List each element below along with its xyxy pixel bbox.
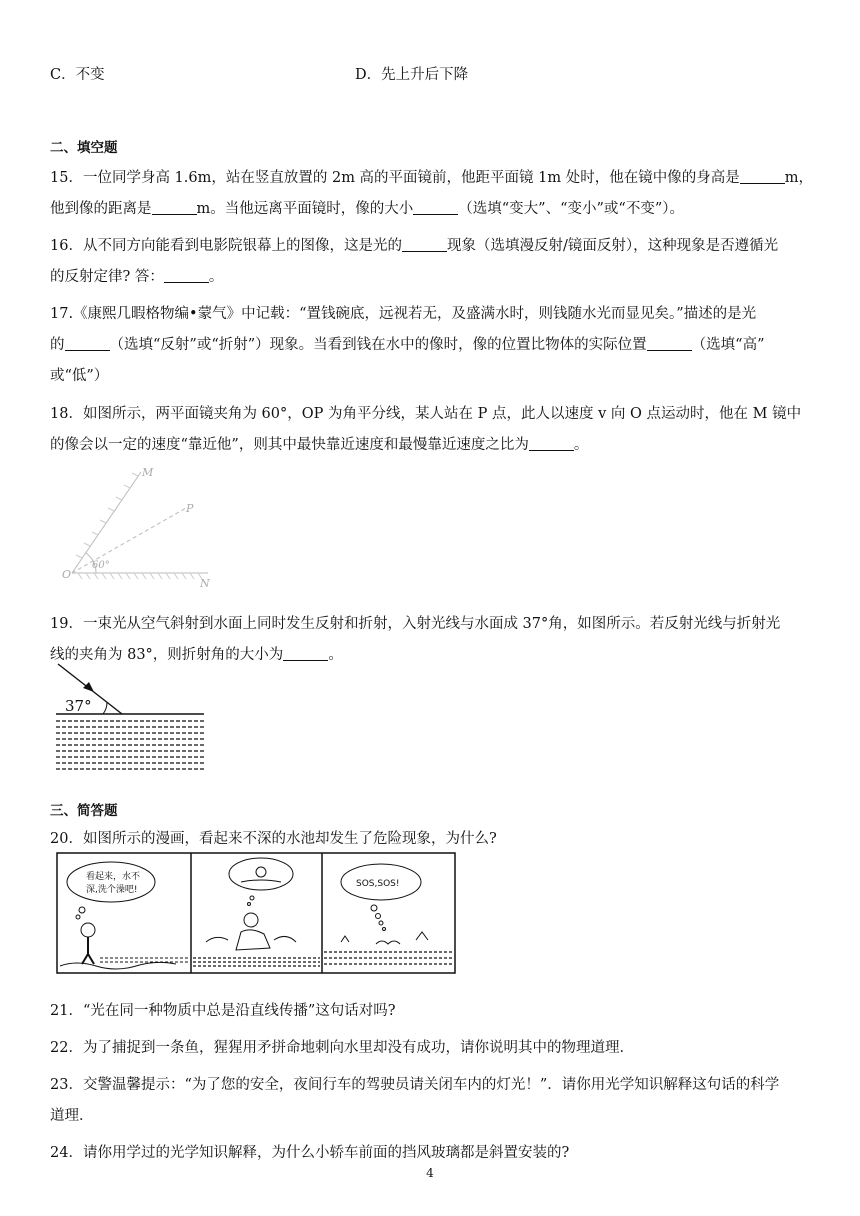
water-hatching (56, 721, 204, 769)
q16-line1-end: 现象（选填漫反射/镜面反射），这种现象是否遵循光 (446, 238, 779, 254)
label-angle: 60° (92, 560, 110, 571)
label-m: M (142, 466, 154, 479)
q16-line2-end: 。 (208, 269, 224, 285)
q19-line2-text: 线的夹角为 83°，则折射角的大小为 (50, 647, 284, 663)
q17-line2-mid: （选填“反射”或“折射”）现象。当看到钱在水中的像时，像的位置比物体的实际位置 (109, 337, 647, 353)
q16-line1-text: 16．从不同方向能看到电影院银幕上的图像，这是光的 (50, 238, 402, 254)
q15-line1-unit: m， (784, 170, 814, 186)
bubble1-line2: 深,洗个澡吧! (86, 885, 138, 895)
q17-line1: 17.《康熙几暇格物编•蒙气》中记载：“置钱碗底，远视若无，及盛满水时，则钱随水光而显见矣。”描述的是光 (50, 306, 757, 322)
page-number: 4 (426, 1166, 434, 1180)
q19-line2-end: 。 (328, 647, 343, 663)
q15-line2-mid: m。当他远离平面镜时，像的大小 (196, 201, 414, 217)
option-d: D．先上升后下降 (355, 67, 469, 83)
q18-line1: 18．如图所示，两平面镜夹角为 60°，OP 为角平分线，某人站在 P 点，此人以速度 v 向 O 点运动时，他在 M 镜中 (50, 406, 802, 422)
q18-line2-end: 。 (573, 437, 589, 453)
section-title-fill-blank: 二、填空题 (50, 140, 118, 156)
section-title-short-answer: 三、简答题 (50, 803, 118, 819)
question-20: 20．如图所示的漫画，看起来不深的水池却发生了危险现象，为什么? (50, 831, 497, 847)
angle-arc (103, 702, 107, 714)
mirror-angle-figure (58, 462, 218, 587)
q16-line2-text: 的反射定律? 答： (50, 269, 164, 285)
ray-arrow-icon (83, 682, 94, 692)
answer-blank[interactable] (402, 237, 447, 253)
answer-blank[interactable] (529, 436, 574, 452)
bubble1-line1: 看起来，水不 (86, 872, 141, 882)
q17-line2-end: （选填“高” (691, 337, 765, 353)
q15-line2-end: （选填“变大”、“变小”或“不变”）。 (458, 201, 684, 217)
label-o: O (62, 568, 72, 581)
bisector-op-line (72, 508, 186, 573)
water-refraction-figure (56, 662, 206, 774)
mirror-m-hatching (76, 473, 138, 558)
mirror-n-hatching (78, 573, 202, 579)
q17-line3: 或“低”） (50, 368, 109, 384)
question-23-line2: 道理． (50, 1108, 94, 1124)
question-23-line1: 23．交警温馨提示：“为了您的安全，夜间行车的驾驶员请关闭车内的灯光！”．请你用光学知识解释这句话的科学 (50, 1077, 780, 1093)
bubble3-text: SOS,SOS! (356, 879, 400, 889)
q17-line2-text: 的 (50, 337, 65, 353)
q18-line2-text: 的像会以一定的速度“靠近他”，则其中最快靠近速度和最慢靠近速度之比为 (50, 437, 529, 453)
question-21: 21．“光在同一种物质中总是沿直线传播”这句话对吗? (50, 1003, 396, 1019)
q19-line1: 19．一束光从空气斜射到水面上同时发生反射和折射，入射光线与水面成 37°角，如图所示。若反射光线与折射光 (50, 616, 781, 632)
question-24: 24．请你用学过的光学知识解释，为什么小轿车前面的挡风玻璃都是斜置安装的? (50, 1145, 570, 1161)
answer-blank[interactable] (152, 200, 197, 216)
answer-blank[interactable] (283, 646, 328, 662)
q15-line1-text: 15．一位同学身高 1.6m，站在竖直放置的 2m 高的平面镜前，他距平面镜 1m 处时，他在镜中像的身高是 (50, 170, 740, 186)
comic-strip (56, 852, 456, 974)
question-22: 22．为了捕捉到一条鱼，猩猩用矛拼命地刺向水里却没有成功，请你说明其中的物理道理． (50, 1040, 634, 1056)
answer-blank[interactable] (164, 268, 209, 284)
mirror-m-line (72, 472, 141, 573)
label-p: P (186, 502, 194, 515)
option-c: C．不变 (50, 67, 105, 83)
angle-label: 37° (65, 697, 92, 715)
label-n: N (200, 577, 210, 587)
answer-blank[interactable] (740, 169, 785, 185)
answer-blank[interactable] (647, 336, 692, 352)
answer-blank[interactable] (65, 336, 110, 352)
q15-line2-text: 他到像的距离是 (50, 201, 152, 217)
answer-blank[interactable] (413, 200, 458, 216)
